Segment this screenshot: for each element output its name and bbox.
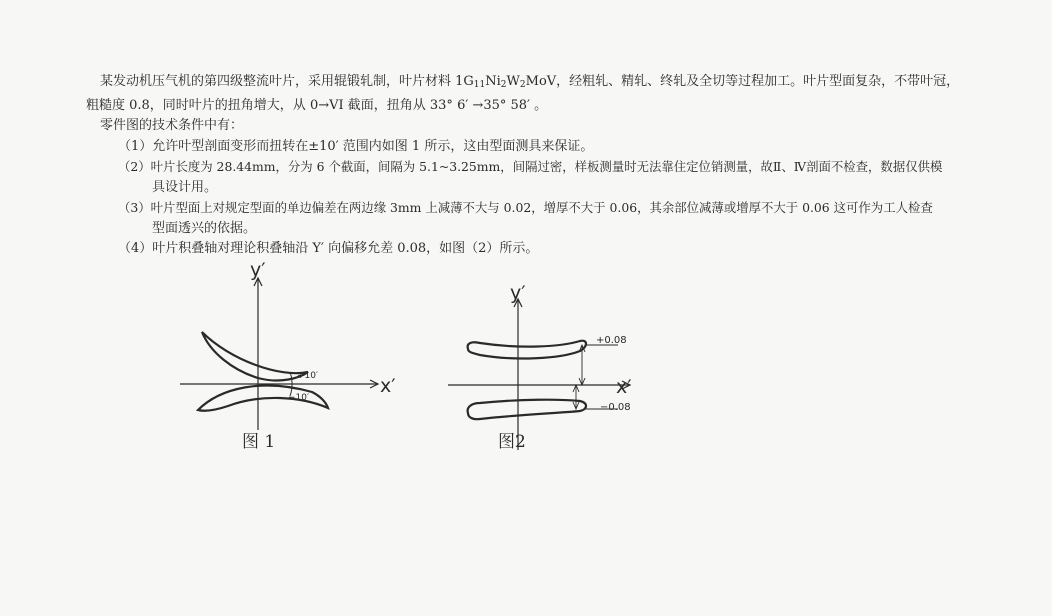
fig2-minus-tol: −0.08 — [600, 402, 631, 413]
condition-3-cont: 型面透兴的依据。 — [152, 220, 257, 236]
fig1-x-label: x′ — [380, 375, 396, 397]
intro-part3: W — [506, 74, 520, 89]
intro-line-2: 粗糙度 0.8，同时叶片的扭角增大，从 0→VI 截面，扭角从 33° 6′ →35° 58′ 。 — [86, 97, 548, 113]
fig2-blade-lower — [468, 400, 586, 420]
condition-3: （3）叶片型面上对规定型面的单边偏差在两边缘 3mm 上减薄不大与 0.02，增厚不大于 0.06，其余部位减薄或增厚不大于 0.06 这可作为工人检查 — [118, 200, 933, 215]
fig2-blade-upper — [468, 341, 586, 359]
fig1-y-label: y′ — [250, 260, 266, 281]
conditions-heading: 零件图的技术条件中有： — [100, 118, 244, 133]
intro-sub2: 2 — [500, 80, 507, 90]
fig1-blade-plus — [202, 332, 308, 380]
intro-part4: MoV，经粗轧、精轧、终轧及全切等过程加工。叶片型面复杂，不带叶冠， — [525, 74, 960, 89]
intro-line-1 — [100, 72, 1020, 96]
condition-2: （2）叶片长度为 28.44mm，分为 6 个截面，间隔为 5.1~3.25mm，间隔过密，样板测量时无法靠住定位销测量，故Ⅱ、Ⅳ剖面不检查，数据仅供模 — [118, 159, 943, 174]
fig2-plus-tol: +0.08 — [596, 335, 627, 346]
fig2-x-label: x′ — [616, 376, 632, 398]
intro-sub1: 11 — [473, 80, 486, 90]
condition-4: （4）叶片积叠轴对理论积叠轴沿 Y′ 向偏移允差 0.08，如图（2）所示。 — [118, 241, 539, 256]
intro-sub3: 2 — [519, 80, 526, 90]
figure-2 — [440, 285, 670, 460]
condition-2-cont: 具设计用。 — [152, 179, 218, 195]
figure-1 — [170, 260, 410, 460]
intro-part2: Ni — [485, 74, 501, 89]
fig2-caption: 图2 — [498, 432, 526, 452]
fig2-y-label: y′ — [510, 285, 526, 304]
intro-part1: 某发动机压气机的第四级整流叶片，采用辊锻轧制，叶片材料 1G — [100, 74, 474, 89]
fig1-caption: 图 1 — [242, 432, 276, 452]
fig1-plus-angle: +10′ — [297, 371, 319, 381]
document-text — [86, 72, 1020, 260]
fig1-minus-angle: −10′ — [288, 393, 310, 403]
condition-1: （1）允许叶型剖面变形而扭转在±10′ 范围内如图 1 所示，这由型面测具来保证。 — [118, 138, 594, 154]
